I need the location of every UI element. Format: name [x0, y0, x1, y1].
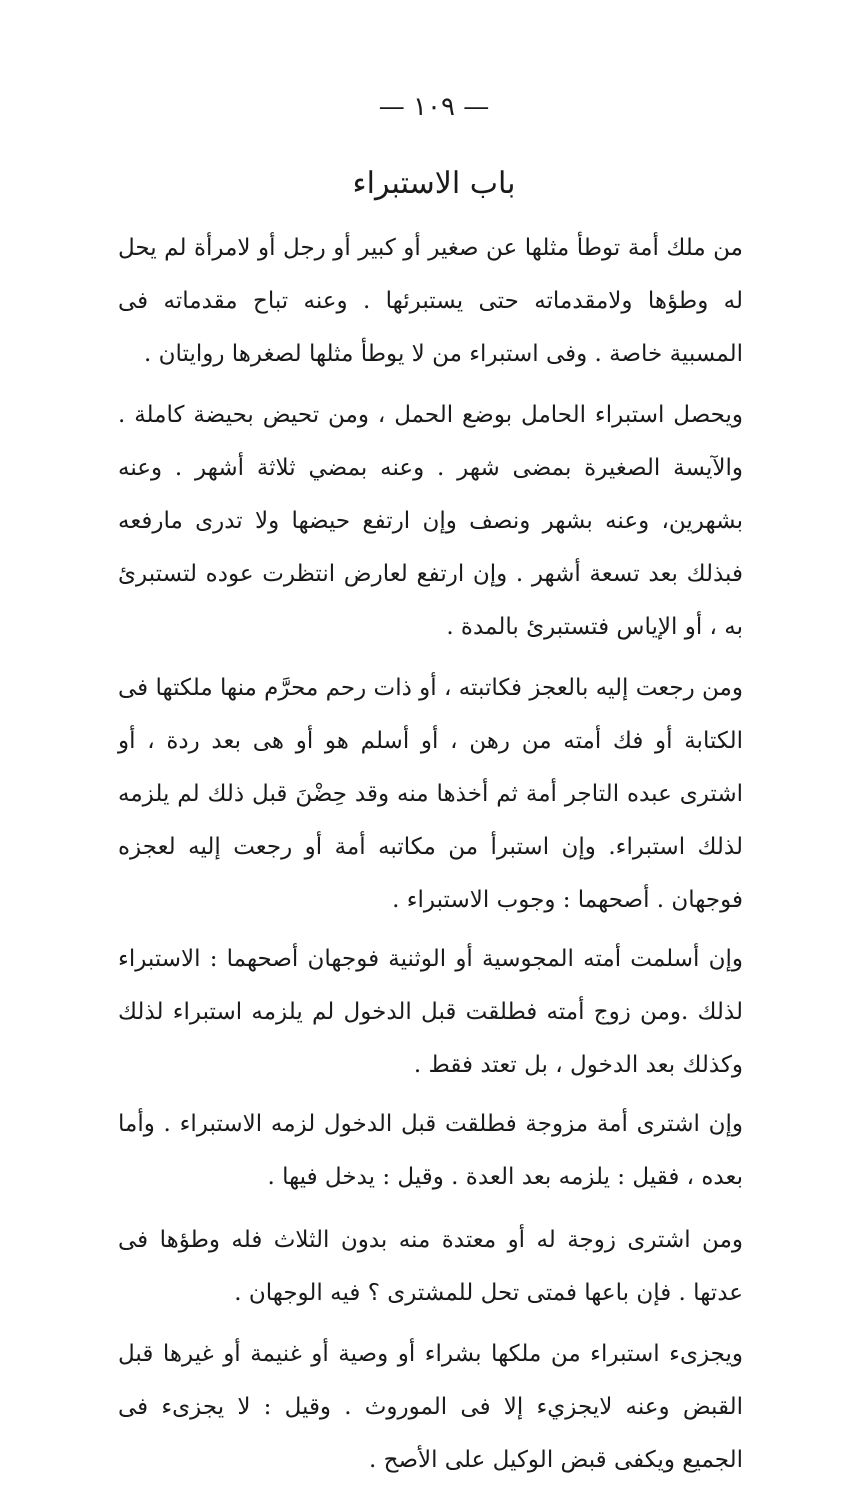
paragraph: من ملك أمة توطأ مثلها عن صغير أو كبير أو رجل أو لامرأة لم يحل له وطؤها ولامقدماته حتى يستبرئها . وعنه تباح مقدماته فى المسبية خاصة . وفى استبراء من لا يوطأ مثلها لصغرها روايتان .: [118, 235, 743, 367]
paragraph: ومن اشترى زوجة له أو معتدة منه بدون الثلاث فله وطؤها فى عدتها . فإن باعها فمتى تحل للمشترى ؟ فيه الوجهان .: [118, 1227, 743, 1306]
paragraph: ويحصل استبراء الحامل بوضع الحمل ، ومن تحيض بحيضة كاملة . والآيسة الصغيرة بمضى شهر . وعنه بمضي ثلاثة أشهر . وعنه بشهرين، وعنه بشهر ونصف وإن ارتفع حيضها ولا تدرى مارفعه فبذلك بعد تسعة أشهر . وإن ارتفع لعارض انتظرت عوده لتستبرئ به ، أو الإياس فتستبرئ بالمدة .: [118, 402, 743, 640]
paragraph: وإن أسلمت أمته المجوسية أو الوثنية فوجهان أصحهما : الاستبراء لذلك .ومن زوج أمته فطلقت قبل الدخول لم يلزمه استبراء لذلك وكذلك بعد الدخول ، بل تعتد فقط .: [118, 946, 743, 1078]
page-number: — ١٠٩ —: [378, 92, 490, 122]
paragraph: ومن رجعت إليه بالعجز فكاتبته ، أو ذات رحم محرَّم منها ملكتها فى الكتابة أو فك أمته من رهن ، أو أسلم هو أو هى بعد ردة ، أو اشترى عبده التاجر أمة ثم أخذها منه وقد حِضْنَ قبل ذلك لم يلزمه لذلك استبراء. وإن استبرأ من مكاتبه أمة أو رجعت إليه لعجزه فوجهان . أصحهما : وجوب الاستبراء .: [118, 675, 743, 913]
paragraph: وإن اشترى أمة مزوجة فطلقت قبل الدخول لزمه الاستبراء . وأما بعده ، فقيل : يلزمه بعد العدة . وقيل : يدخل فيها .: [118, 1111, 743, 1190]
chapter-title: باب الاستبراء: [352, 166, 516, 201]
paragraph: ويجزىء استبراء من ملكها بشراء أو وصية أو غنيمة أو غيرها قبل القبض وعنه لايجزيء إلا فى الموروث . وقيل : لا يجزىء فى الجميع ويكفى قبض الوكيل على الأصح .: [118, 1341, 743, 1473]
body-text: [118, 222, 743, 1495]
